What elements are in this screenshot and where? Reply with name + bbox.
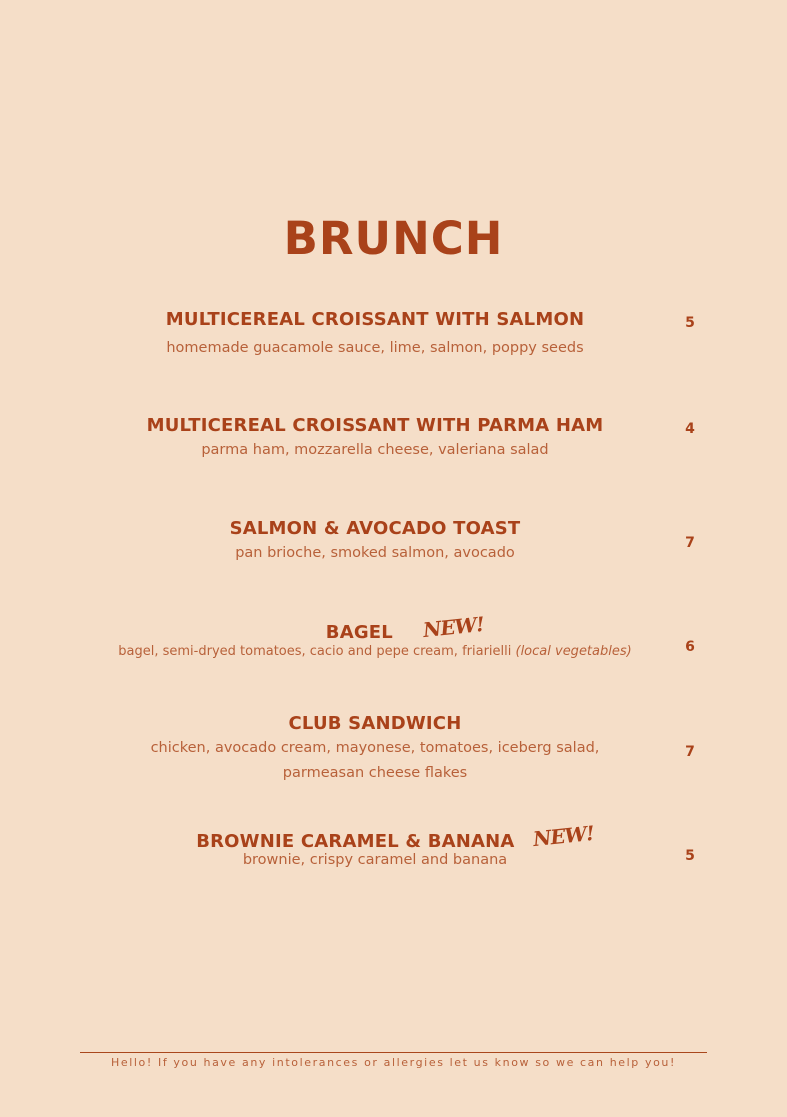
menu-item-description: parma ham, mozzarella cheese, valeriana salad bbox=[201, 442, 549, 458]
menu-item bbox=[0, 713, 750, 786]
new-badge: NEW! bbox=[531, 820, 595, 852]
menu-item-description-line2: parmeasan cheese flakes bbox=[282, 765, 468, 781]
menu-item-price: 5 bbox=[685, 315, 695, 331]
menu-item-name: MULTICEREAL CROISSANT WITH SALMON bbox=[165, 309, 585, 330]
menu-item-name: CLUB SANDWICH bbox=[288, 713, 462, 734]
menu-item bbox=[0, 415, 750, 463]
menu-item bbox=[0, 518, 750, 566]
menu-item bbox=[0, 309, 750, 361]
menu-title: BRUNCH bbox=[283, 212, 504, 265]
menu-item-description: pan brioche, smoked salmon, avocado bbox=[235, 545, 515, 561]
menu-item-price: 5 bbox=[685, 848, 695, 864]
menu-item-description: bagel, semi-dryed tomatoes, cacio and pepe cream, friarielli (local vegetables) bbox=[118, 644, 632, 659]
menu-item-name: SALMON & AVOCADO TOAST bbox=[229, 518, 521, 539]
menu-item bbox=[0, 611, 750, 664]
menu-item-name: BAGEL bbox=[325, 622, 393, 643]
footer-divider bbox=[80, 1052, 707, 1053]
menu-item-description: chicken, avocado cream, mayonese, tomatoes, iceberg salad, bbox=[150, 740, 600, 756]
menu-item-name: BROWNIE CARAMEL & BANANA bbox=[196, 831, 515, 852]
menu-item-price: 6 bbox=[685, 639, 695, 655]
menu-item bbox=[0, 820, 750, 873]
menu-item-price: 7 bbox=[685, 744, 695, 760]
footer-note: Hello! If you have any intolerances or allergies let us know so we can help you! bbox=[111, 1056, 676, 1069]
new-badge: NEW! bbox=[422, 611, 486, 643]
menu-item-name: MULTICEREAL CROISSANT WITH PARMA HAM bbox=[146, 415, 604, 436]
menu-item-price: 4 bbox=[685, 421, 695, 437]
menu-item-price: 7 bbox=[685, 535, 695, 551]
menu-item-description: homemade guacamole sauce, lime, salmon, poppy seeds bbox=[166, 340, 584, 356]
menu-item-description: brownie, crispy caramel and banana bbox=[242, 852, 508, 868]
